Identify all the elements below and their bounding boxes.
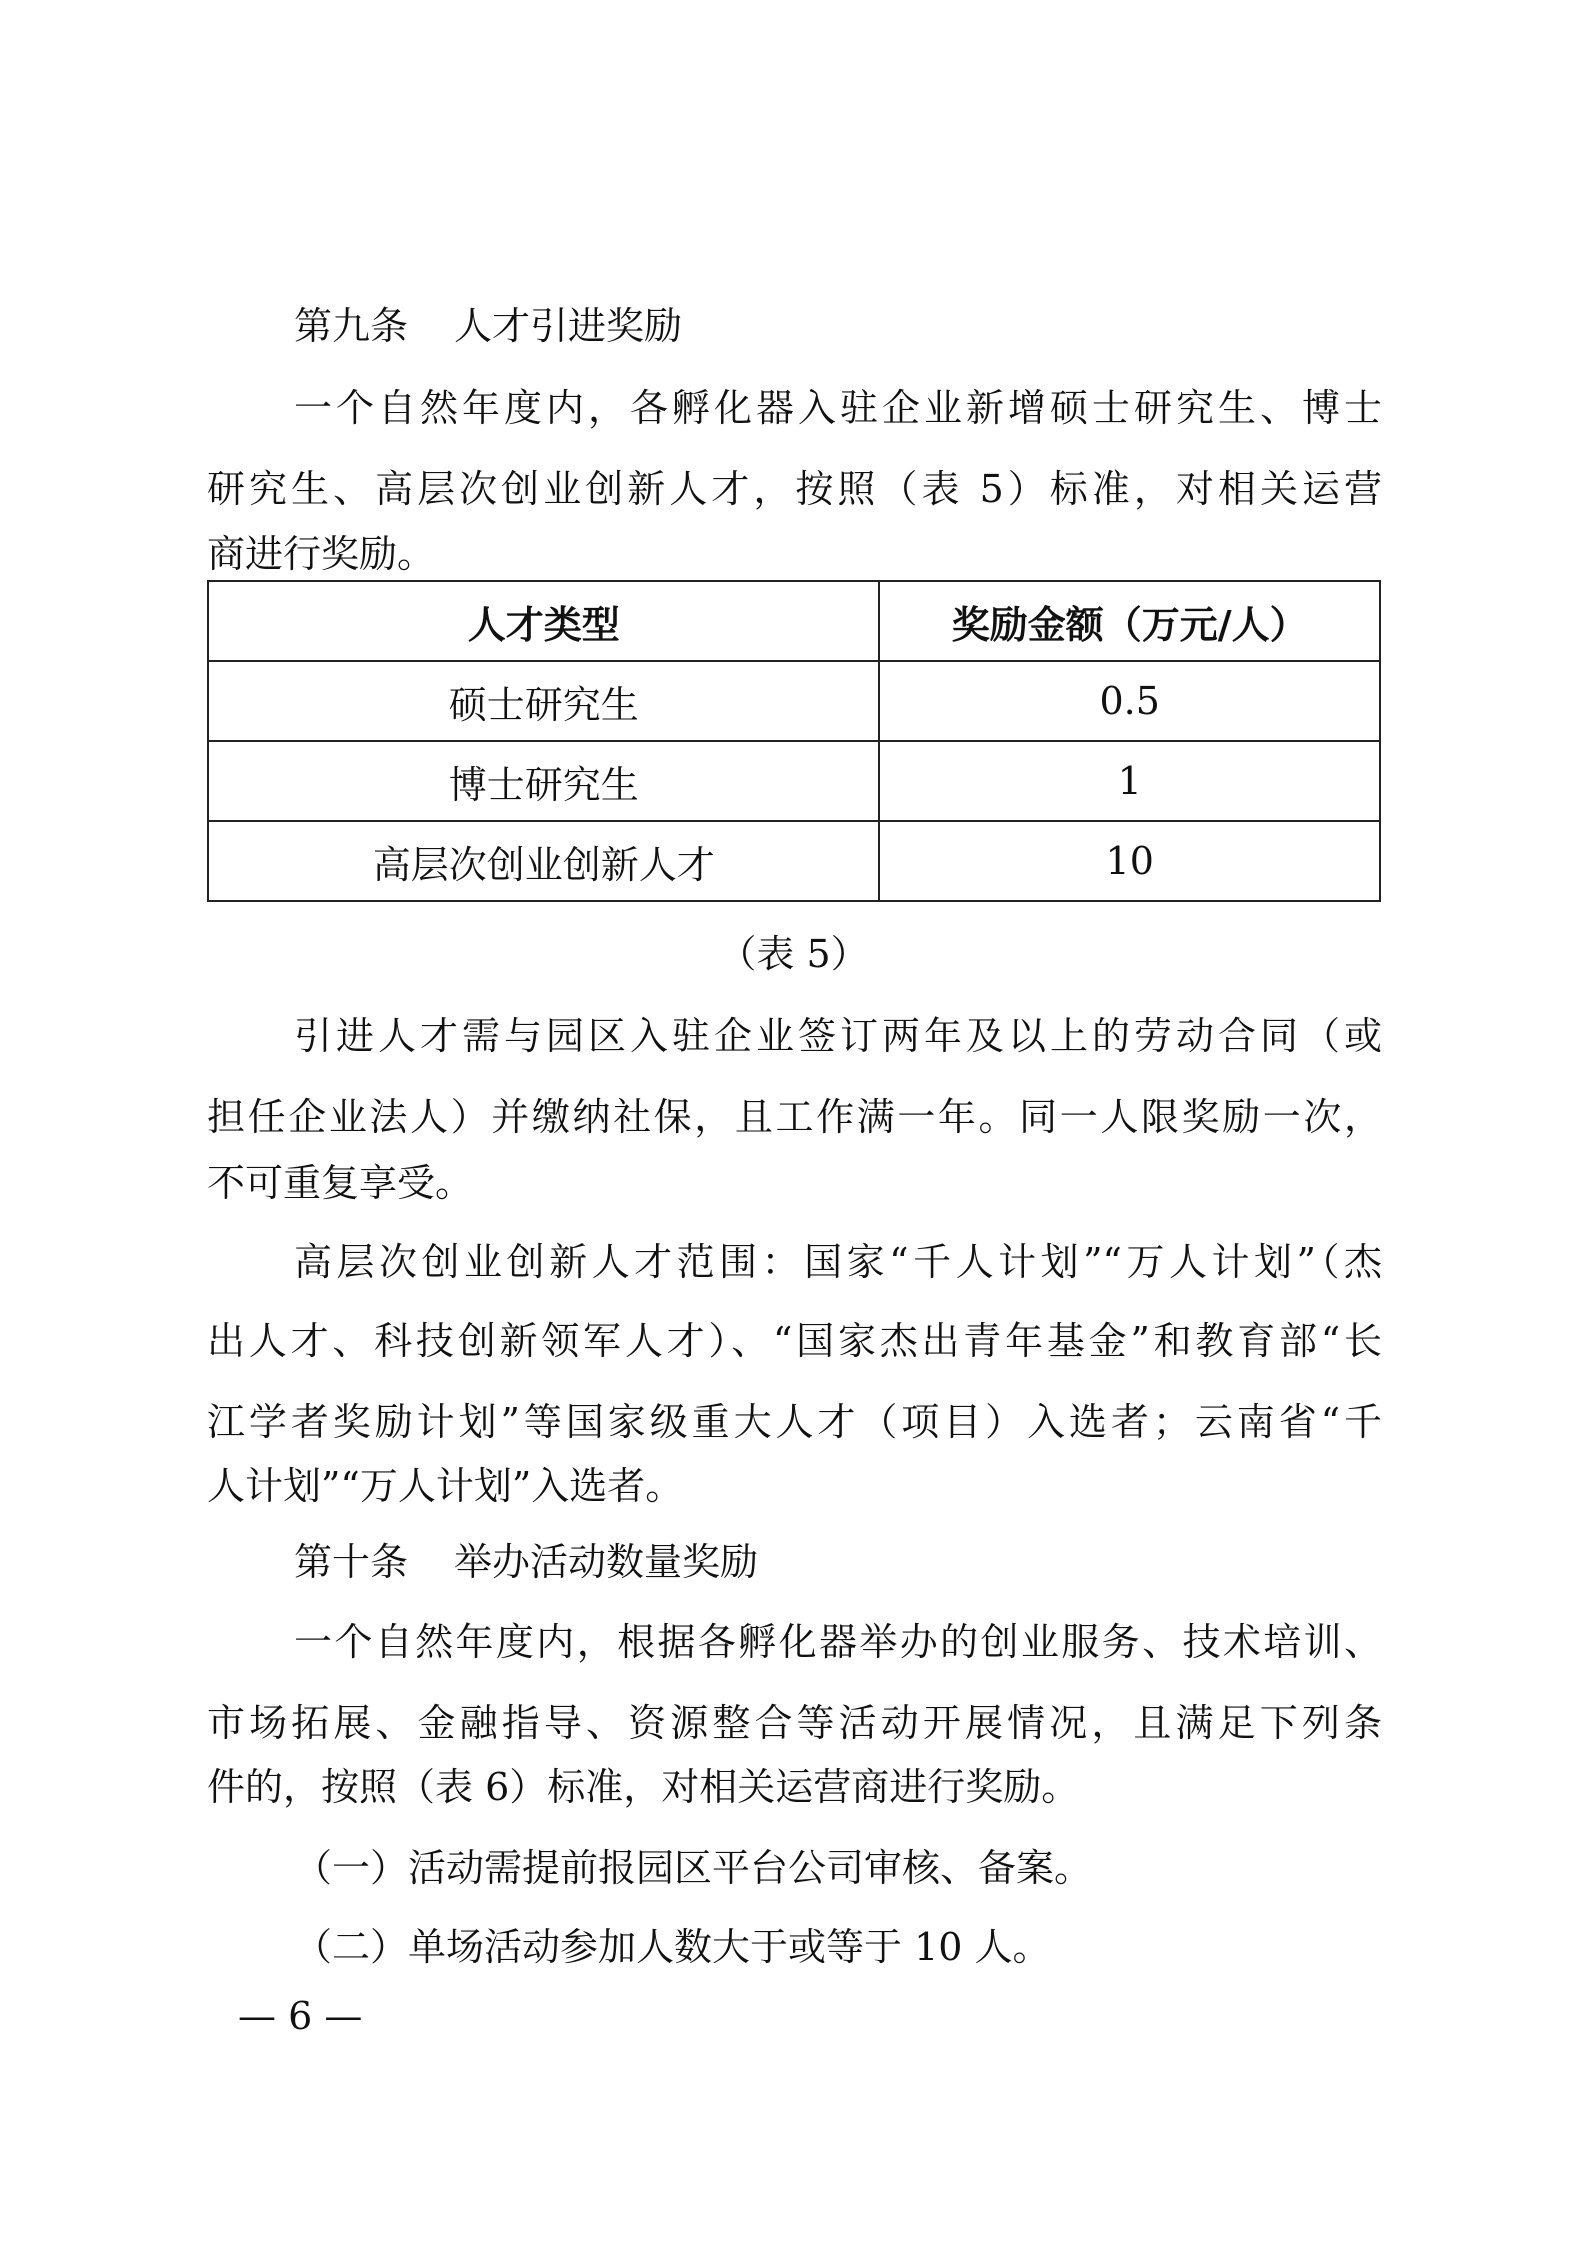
talent-type-cell: 硕士研究生 bbox=[208, 661, 879, 741]
condition-item: （二）单场活动参加人数大于或等于 10 人。 bbox=[294, 1925, 1051, 1969]
article-9-number: 第九条 bbox=[294, 304, 409, 348]
page-number: — 6 — bbox=[238, 1994, 363, 2038]
table-header-row bbox=[208, 581, 1380, 661]
reward-amount-cell: 0.5 bbox=[879, 661, 1380, 741]
talent-type-cell: 博士研究生 bbox=[208, 741, 879, 821]
paragraph-line: 一个自然年度内，各孵化器入驻企业新增硕士研究生、博士 bbox=[294, 386, 1382, 430]
paragraph-line: 高层次创业创新人才范围：国家“千人计划”“万人计划”（杰 bbox=[294, 1240, 1382, 1284]
condition-item: （一）活动需提前报园区平台公司审核、备案。 bbox=[294, 1846, 1093, 1890]
paragraph-line: 出人才、科技创新领军人才）、“国家杰出青年基金”和教育部“长 bbox=[207, 1319, 1382, 1363]
table-row bbox=[208, 741, 1380, 821]
talent-type-cell: 高层次创业创新人才 bbox=[208, 821, 879, 901]
table-row bbox=[208, 821, 1380, 901]
column-header-talent-type: 人才类型 bbox=[208, 581, 879, 661]
article-9-heading bbox=[294, 300, 682, 352]
reward-amount-cell: 1 bbox=[879, 741, 1380, 821]
article-10-number: 第十条 bbox=[294, 1540, 409, 1584]
paragraph-line: 不可重复享受。 bbox=[207, 1161, 474, 1205]
paragraph-line: 研究生、高层次创业创新人才，按照（表 5）标准，对相关运营 bbox=[207, 467, 1382, 511]
article-10-heading bbox=[294, 1536, 758, 1588]
column-header-reward-amount: 奖励金额（万元/人） bbox=[879, 581, 1380, 661]
paragraph-line: 一个自然年度内，根据各孵化器举办的创业服务、技术培训、 bbox=[294, 1620, 1382, 1664]
article-10-title: 举办活动数量奖励 bbox=[454, 1540, 759, 1584]
table-row bbox=[208, 661, 1380, 741]
paragraph-line: 人计划”“万人计划”入选者。 bbox=[207, 1464, 684, 1508]
reward-amount-cell: 10 bbox=[879, 821, 1380, 901]
paragraph-line: 件的，按照（表 6）标准，对相关运营商进行奖励。 bbox=[207, 1765, 1080, 1809]
article-9-title: 人才引进奖励 bbox=[454, 304, 683, 348]
paragraph-line: 引进人才需与园区入驻企业签订两年及以上的劳动合同（或 bbox=[294, 1014, 1382, 1058]
paragraph-line: 市场拓展、金融指导、资源整合等活动开展情况，且满足下列条 bbox=[207, 1701, 1382, 1745]
reward-table bbox=[207, 580, 1381, 902]
paragraph-line: 江学者奖励计划”等国家级重大人才（项目）入选者；云南省“千 bbox=[207, 1400, 1382, 1444]
table-caption: （表 5） bbox=[718, 932, 869, 976]
paragraph-line: 担任企业法人）并缴纳社保，且工作满一年。同一人限奖励一次， bbox=[207, 1095, 1382, 1139]
paragraph-line: 商进行奖励。 bbox=[207, 532, 436, 576]
